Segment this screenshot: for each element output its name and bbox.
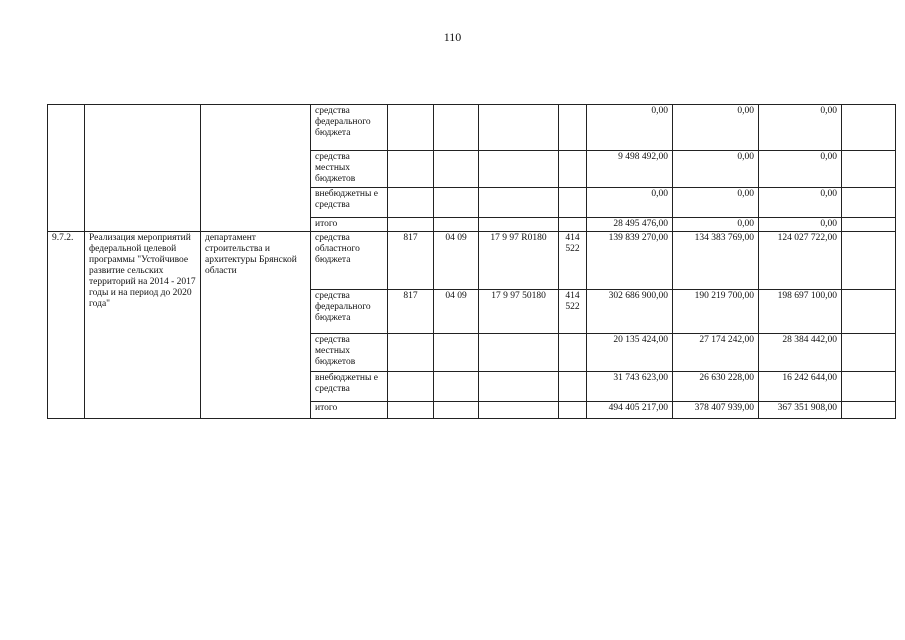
cell-source: средства федерального бюджета — [311, 105, 388, 151]
cell-executor-empty — [201, 105, 311, 232]
cell-year4: 28 384 442,00 — [759, 334, 842, 372]
item-name: Реализация мероприятий федеральной целевой программы "Устойчивое развитие сельских территорий на 2014 - 2017 годы и на период до 2020 года" — [85, 232, 201, 419]
budget-table — [47, 104, 896, 419]
cell-year3: 27 174 242,00 — [673, 334, 759, 372]
table-row — [48, 105, 896, 151]
item-number: 9.7.2. — [48, 232, 85, 419]
cell-number-empty — [48, 105, 85, 232]
cell-vr: 414 522 — [559, 232, 587, 290]
cell-csr: 17 9 97 R0180 — [479, 232, 559, 290]
cell-year3: 26 630 228,00 — [673, 372, 759, 402]
cell-year4: 367 351 908,00 — [759, 402, 842, 419]
cell-year4: 0,00 — [759, 151, 842, 188]
cell-source: внебюджетны е средства — [311, 188, 388, 218]
cell-year3: 378 407 939,00 — [673, 402, 759, 419]
cell-year2: 139 839 270,00 — [587, 232, 673, 290]
cell-year2: 0,00 — [587, 188, 673, 218]
cell-year2: 0,00 — [587, 105, 673, 151]
cell-rzpr: 04 09 — [434, 232, 479, 290]
item-executor: департамент строительства и архитектуры Брянской области — [201, 232, 311, 419]
cell-year3: 190 219 700,00 — [673, 290, 759, 334]
cell-year3: 0,00 — [673, 105, 759, 151]
cell-source: средства областного бюджета — [311, 232, 388, 290]
cell-year3: 0,00 — [673, 218, 759, 232]
cell-year4: 198 697 100,00 — [759, 290, 842, 334]
cell-year4: 124 027 722,00 — [759, 232, 842, 290]
table-row — [48, 232, 896, 290]
cell-year4: 0,00 — [759, 218, 842, 232]
cell-year4: 16 242 644,00 — [759, 372, 842, 402]
cell-year2: 31 743 623,00 — [587, 372, 673, 402]
cell-year2: 302 686 900,00 — [587, 290, 673, 334]
cell-year2: 28 495 476,00 — [587, 218, 673, 232]
cell-source: средства местных бюджетов — [311, 334, 388, 372]
cell-grbs: 817 — [388, 232, 434, 290]
cell-year2: 20 135 424,00 — [587, 334, 673, 372]
cell-year2: 9 498 492,00 — [587, 151, 673, 188]
page-number: 110 — [443, 30, 462, 44]
cell-year2: 494 405 217,00 — [587, 402, 673, 419]
cell-year3: 0,00 — [673, 151, 759, 188]
cell-source: итого — [311, 402, 388, 419]
cell-year4: 0,00 — [759, 188, 842, 218]
cell-year4: 0,00 — [759, 105, 842, 151]
cell-rzpr: 04 09 — [434, 290, 479, 334]
cell-year3: 134 383 769,00 — [673, 232, 759, 290]
cell-source: средства федерального бюджета — [311, 290, 388, 334]
cell-source: внебюджетны е средства — [311, 372, 388, 402]
cell-name-empty — [85, 105, 201, 232]
cell-vr: 414 522 — [559, 290, 587, 334]
cell-csr: 17 9 97 50180 — [479, 290, 559, 334]
cell-grbs: 817 — [388, 290, 434, 334]
cell-source: средства местных бюджетов — [311, 151, 388, 188]
cell-source: итого — [311, 218, 388, 232]
cell-year3: 0,00 — [673, 188, 759, 218]
